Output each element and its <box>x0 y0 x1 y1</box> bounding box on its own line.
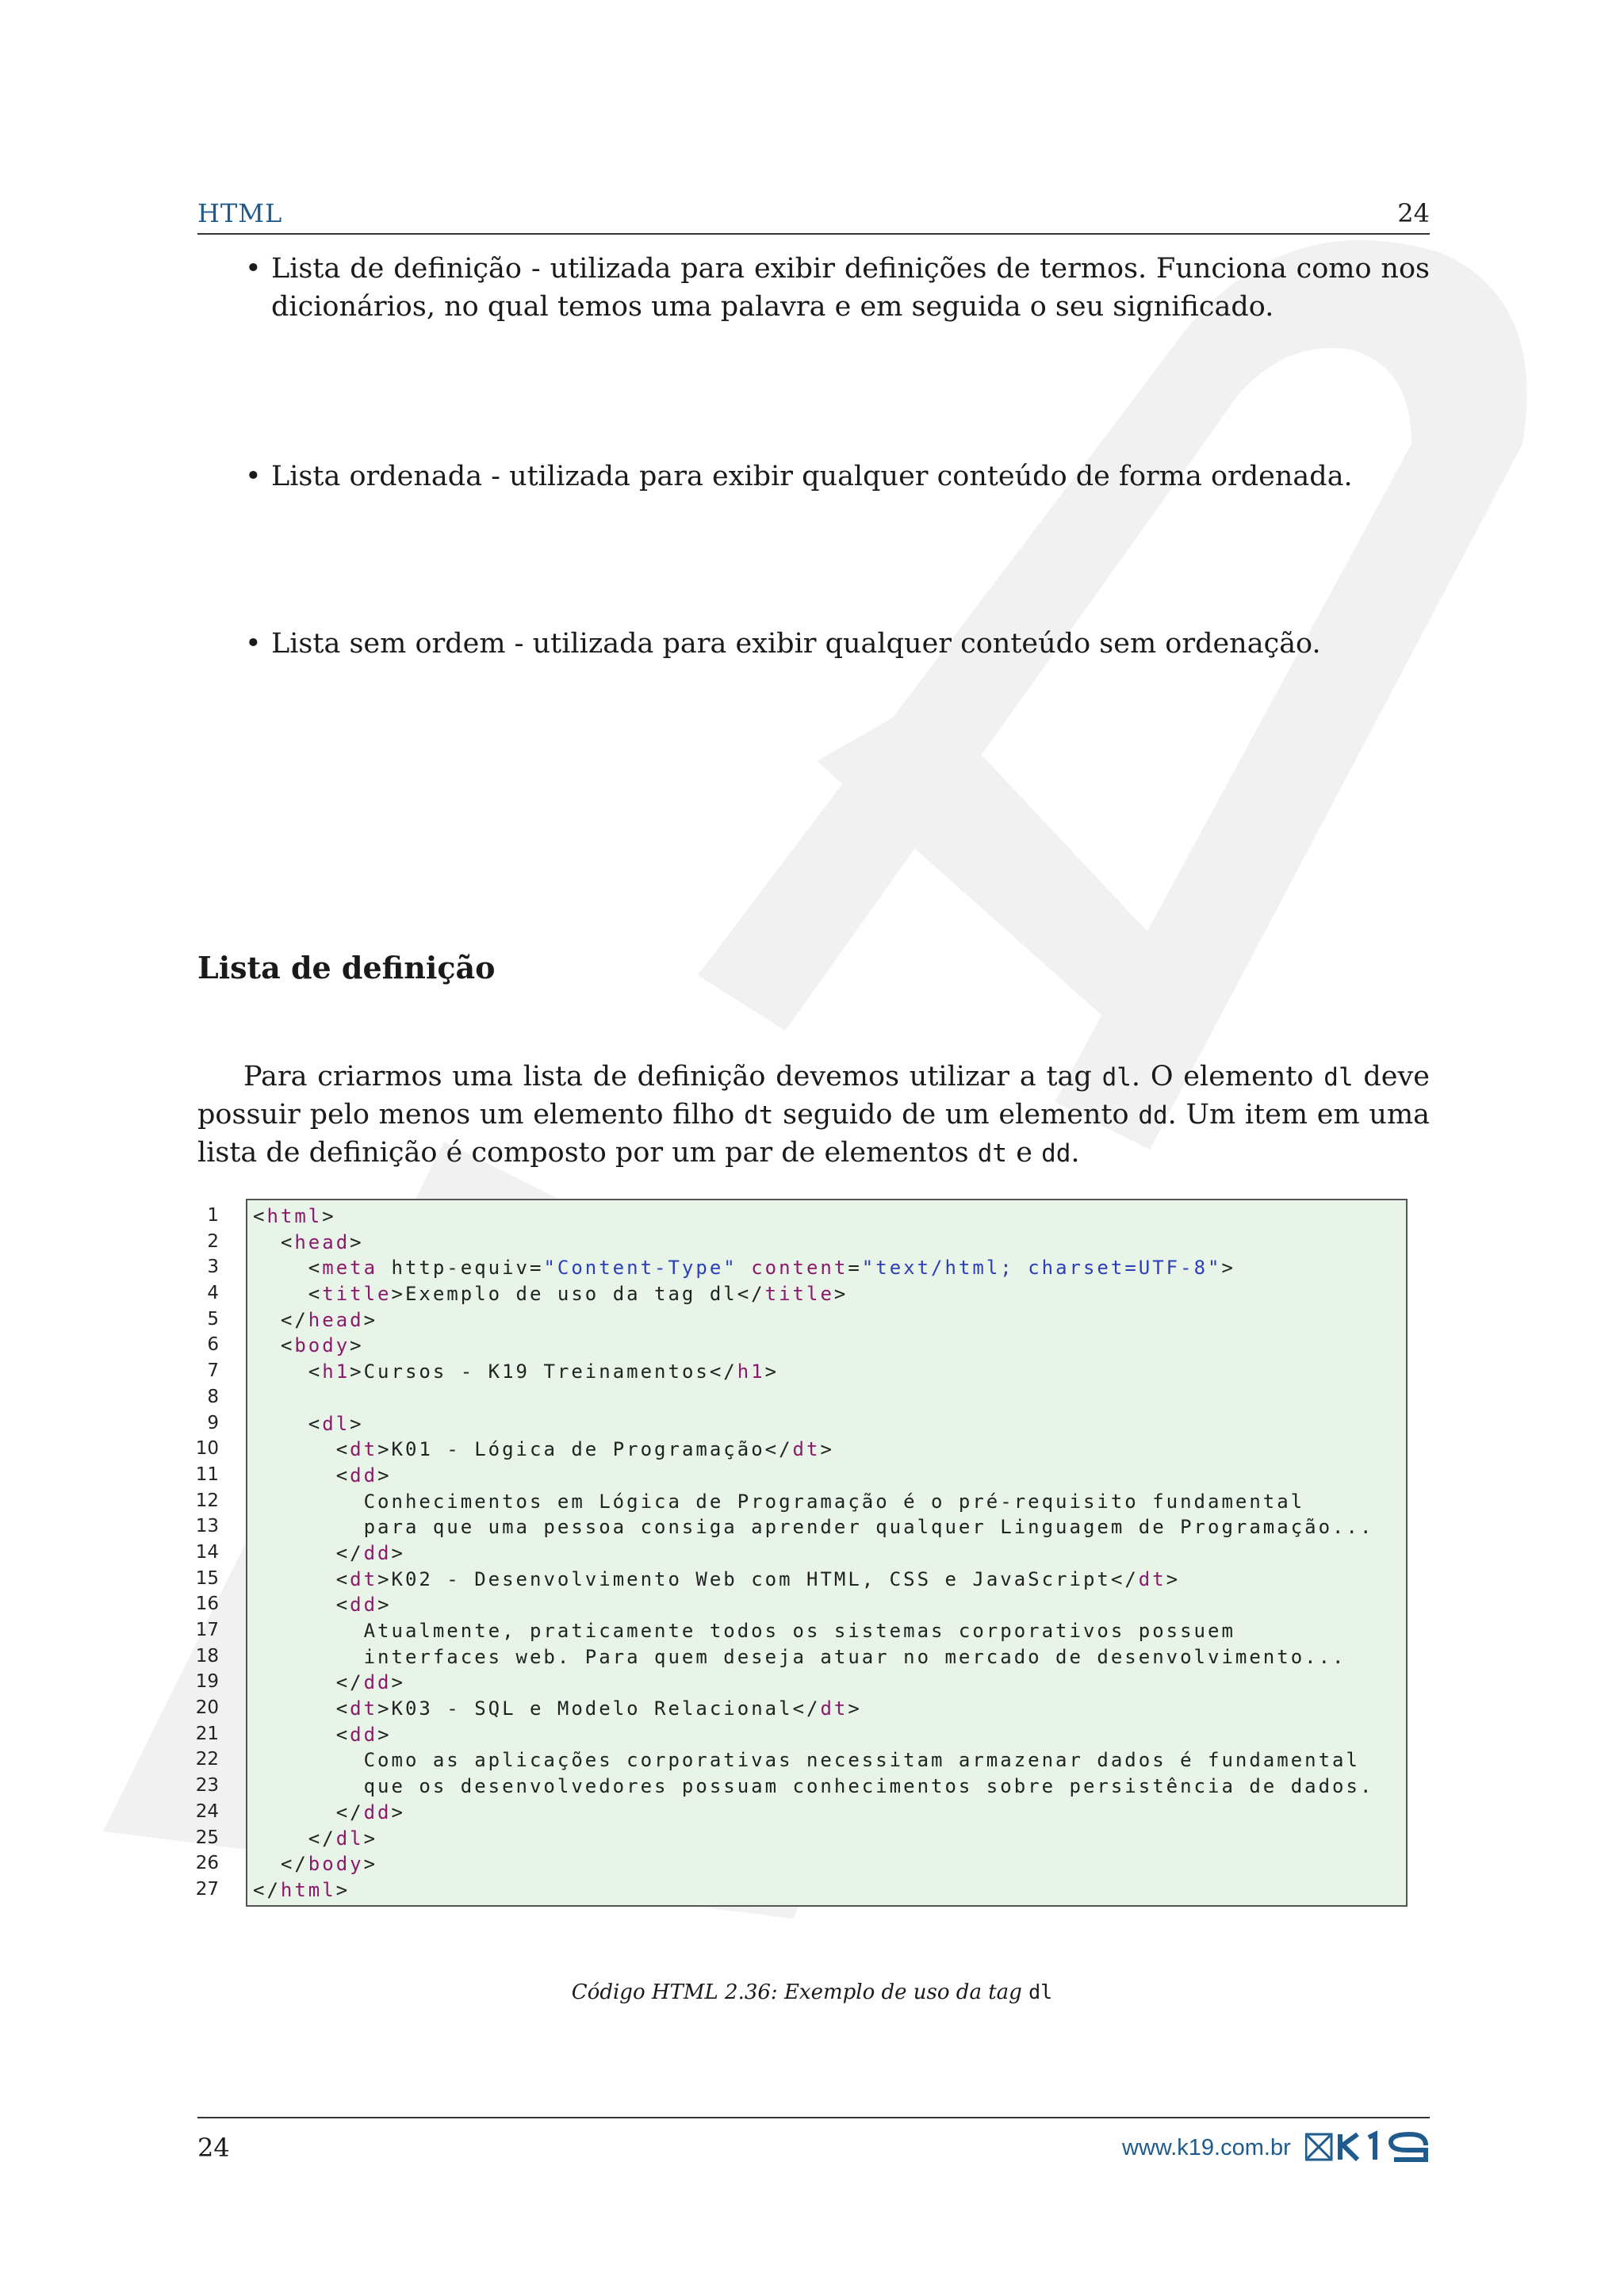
code-line: </html> <box>253 1878 350 1901</box>
text: deve possuir pelo menos um elemento filho <box>197 1061 1431 1131</box>
code-line: </body> <box>253 1853 378 1876</box>
inline-code: dd <box>1138 1101 1168 1130</box>
inline-code: dl <box>1101 1063 1132 1092</box>
list-item <box>197 250 1430 326</box>
inline-code: dd <box>1041 1139 1071 1168</box>
code-line: <dt>K01 - Lógica de Programação</dt> <box>253 1438 834 1461</box>
line-number: 17 <box>195 1620 219 1640</box>
line-number: 27 <box>195 1878 219 1900</box>
caption-text: Código HTML 2.36: Exemplo de uso da tag <box>571 1980 1029 2004</box>
line-number: 21 <box>195 1723 219 1744</box>
line-number: 22 <box>195 1749 219 1770</box>
footer-rule <box>197 2117 1430 2118</box>
code-line: <html> <box>253 1205 336 1227</box>
line-number: 7 <box>207 1360 219 1382</box>
code-line: <dd> <box>253 1723 392 1746</box>
code-line: <dd> <box>253 1594 392 1617</box>
header-title: HTML <box>197 198 283 228</box>
code-lines <box>253 1203 1373 1904</box>
line-number: 1 <box>207 1205 219 1226</box>
line-number: 10 <box>195 1438 219 1460</box>
inline-code: dt <box>744 1101 774 1130</box>
code-line: que os desenvolvedores possuam conhecimentos sobre persistência de dados. <box>253 1775 1374 1798</box>
code-line: <dt>K03 - SQL e Modelo Relacional</dt> <box>253 1697 862 1720</box>
code-line: </head> <box>253 1308 378 1331</box>
code-line: <head> <box>253 1230 364 1253</box>
line-number: 23 <box>195 1775 219 1797</box>
code-line: </dd> <box>253 1541 405 1564</box>
code-line: Conhecimentos em Lógica de Programação é o pré-requisito fundamental <box>253 1490 1305 1513</box>
line-number: 9 <box>207 1412 219 1433</box>
code-line: </dd> <box>253 1800 405 1823</box>
code-line: <meta http-equiv="Content-Type" content="text/html; charset=UTF-8"> <box>253 1257 1235 1280</box>
line-number: 18 <box>195 1645 219 1667</box>
inline-code: dt <box>977 1139 1008 1168</box>
code-line: <body> <box>253 1334 364 1357</box>
body-paragraph <box>197 1058 1430 1173</box>
code-line: <title>Exemplo de uso da tag dl</title> <box>253 1283 848 1306</box>
bullet-icon: • <box>245 461 262 492</box>
code-caption <box>0 1980 1624 2004</box>
code-line: <dt>K02 - Desenvolvimento Web com HTML, CSS e JavaScript</dt> <box>253 1567 1181 1590</box>
footer-page-number: 24 <box>197 2133 230 2163</box>
code-line: <dl> <box>253 1412 364 1435</box>
line-number: 16 <box>195 1594 219 1615</box>
code-line: </dl> <box>253 1827 378 1850</box>
bullet-text: Lista ordenada - utilizada para exibir qualquer conteúdo de forma ordenada. <box>271 461 1353 492</box>
text: . O elemento <box>1131 1061 1324 1093</box>
bullet-icon: • <box>245 253 262 285</box>
code-line: para que uma pessoa consiga aprender qualquer Linguagem de Programação... <box>253 1516 1374 1539</box>
code-line: Atualmente, praticamente todos os sistemas corporativos possuem <box>253 1620 1235 1642</box>
list-item <box>197 457 1430 496</box>
code-line: <h1>Cursos - K19 Treinamentos</h1> <box>253 1360 779 1383</box>
code-line: interfaces web. Para quem deseja atuar no mercado de desenvolvimento... <box>253 1645 1346 1668</box>
inline-code: dl <box>1323 1063 1354 1092</box>
code-line: </dd> <box>253 1671 405 1694</box>
line-number: 5 <box>207 1308 219 1330</box>
text: seguido de um elemento <box>773 1099 1139 1131</box>
line-number: 6 <box>207 1334 219 1356</box>
list-item <box>197 625 1430 663</box>
code-line <box>253 1385 1373 1411</box>
header-page-number: 24 <box>1397 198 1430 228</box>
section-title: Lista de definição <box>197 950 496 985</box>
line-number: 11 <box>195 1464 219 1485</box>
line-number: 4 <box>207 1283 219 1304</box>
line-number: 24 <box>195 1800 219 1822</box>
line-number: 2 <box>207 1230 219 1252</box>
text: Para criarmos uma lista de definição devemos utilizar a tag <box>243 1061 1102 1093</box>
line-number: 12 <box>195 1490 219 1511</box>
line-number: 26 <box>195 1853 219 1874</box>
line-number: 8 <box>207 1386 219 1407</box>
text: e <box>1007 1137 1042 1169</box>
bullet-text: Lista de definição - utilizada para exibir definições de termos. Funciona como nos dicionários, no qual temos uma palavra e em seguida o seu significado. <box>271 253 1430 323</box>
bullet-text: Lista sem ordem - utilizada para exibir qualquer conteúdo sem ordenação. <box>271 628 1321 660</box>
line-number: 20 <box>195 1697 219 1719</box>
line-number: 25 <box>195 1827 219 1848</box>
k19-logo-icon <box>1305 2130 1431 2164</box>
page-header <box>197 198 1430 235</box>
line-number: 15 <box>195 1567 219 1589</box>
text: . <box>1071 1137 1080 1169</box>
caption-code: dl <box>1028 1980 1053 2003</box>
footer-url-link[interactable]: www.k19.com.br <box>1122 2135 1291 2160</box>
line-number: 3 <box>207 1257 219 1278</box>
line-number: 13 <box>195 1516 219 1537</box>
code-block <box>246 1199 1408 1907</box>
code-line-numbers <box>190 1203 219 1903</box>
bullet-icon: • <box>245 628 262 660</box>
code-line: <dd> <box>253 1464 392 1487</box>
code-line: Como as aplicações corporativas necessitam armazenar dados é fundamental <box>253 1749 1360 1772</box>
line-number: 19 <box>195 1671 219 1693</box>
text: . Um item em uma lista de definição é composto por um par de elementos <box>197 1099 1430 1169</box>
line-number: 14 <box>195 1541 219 1563</box>
